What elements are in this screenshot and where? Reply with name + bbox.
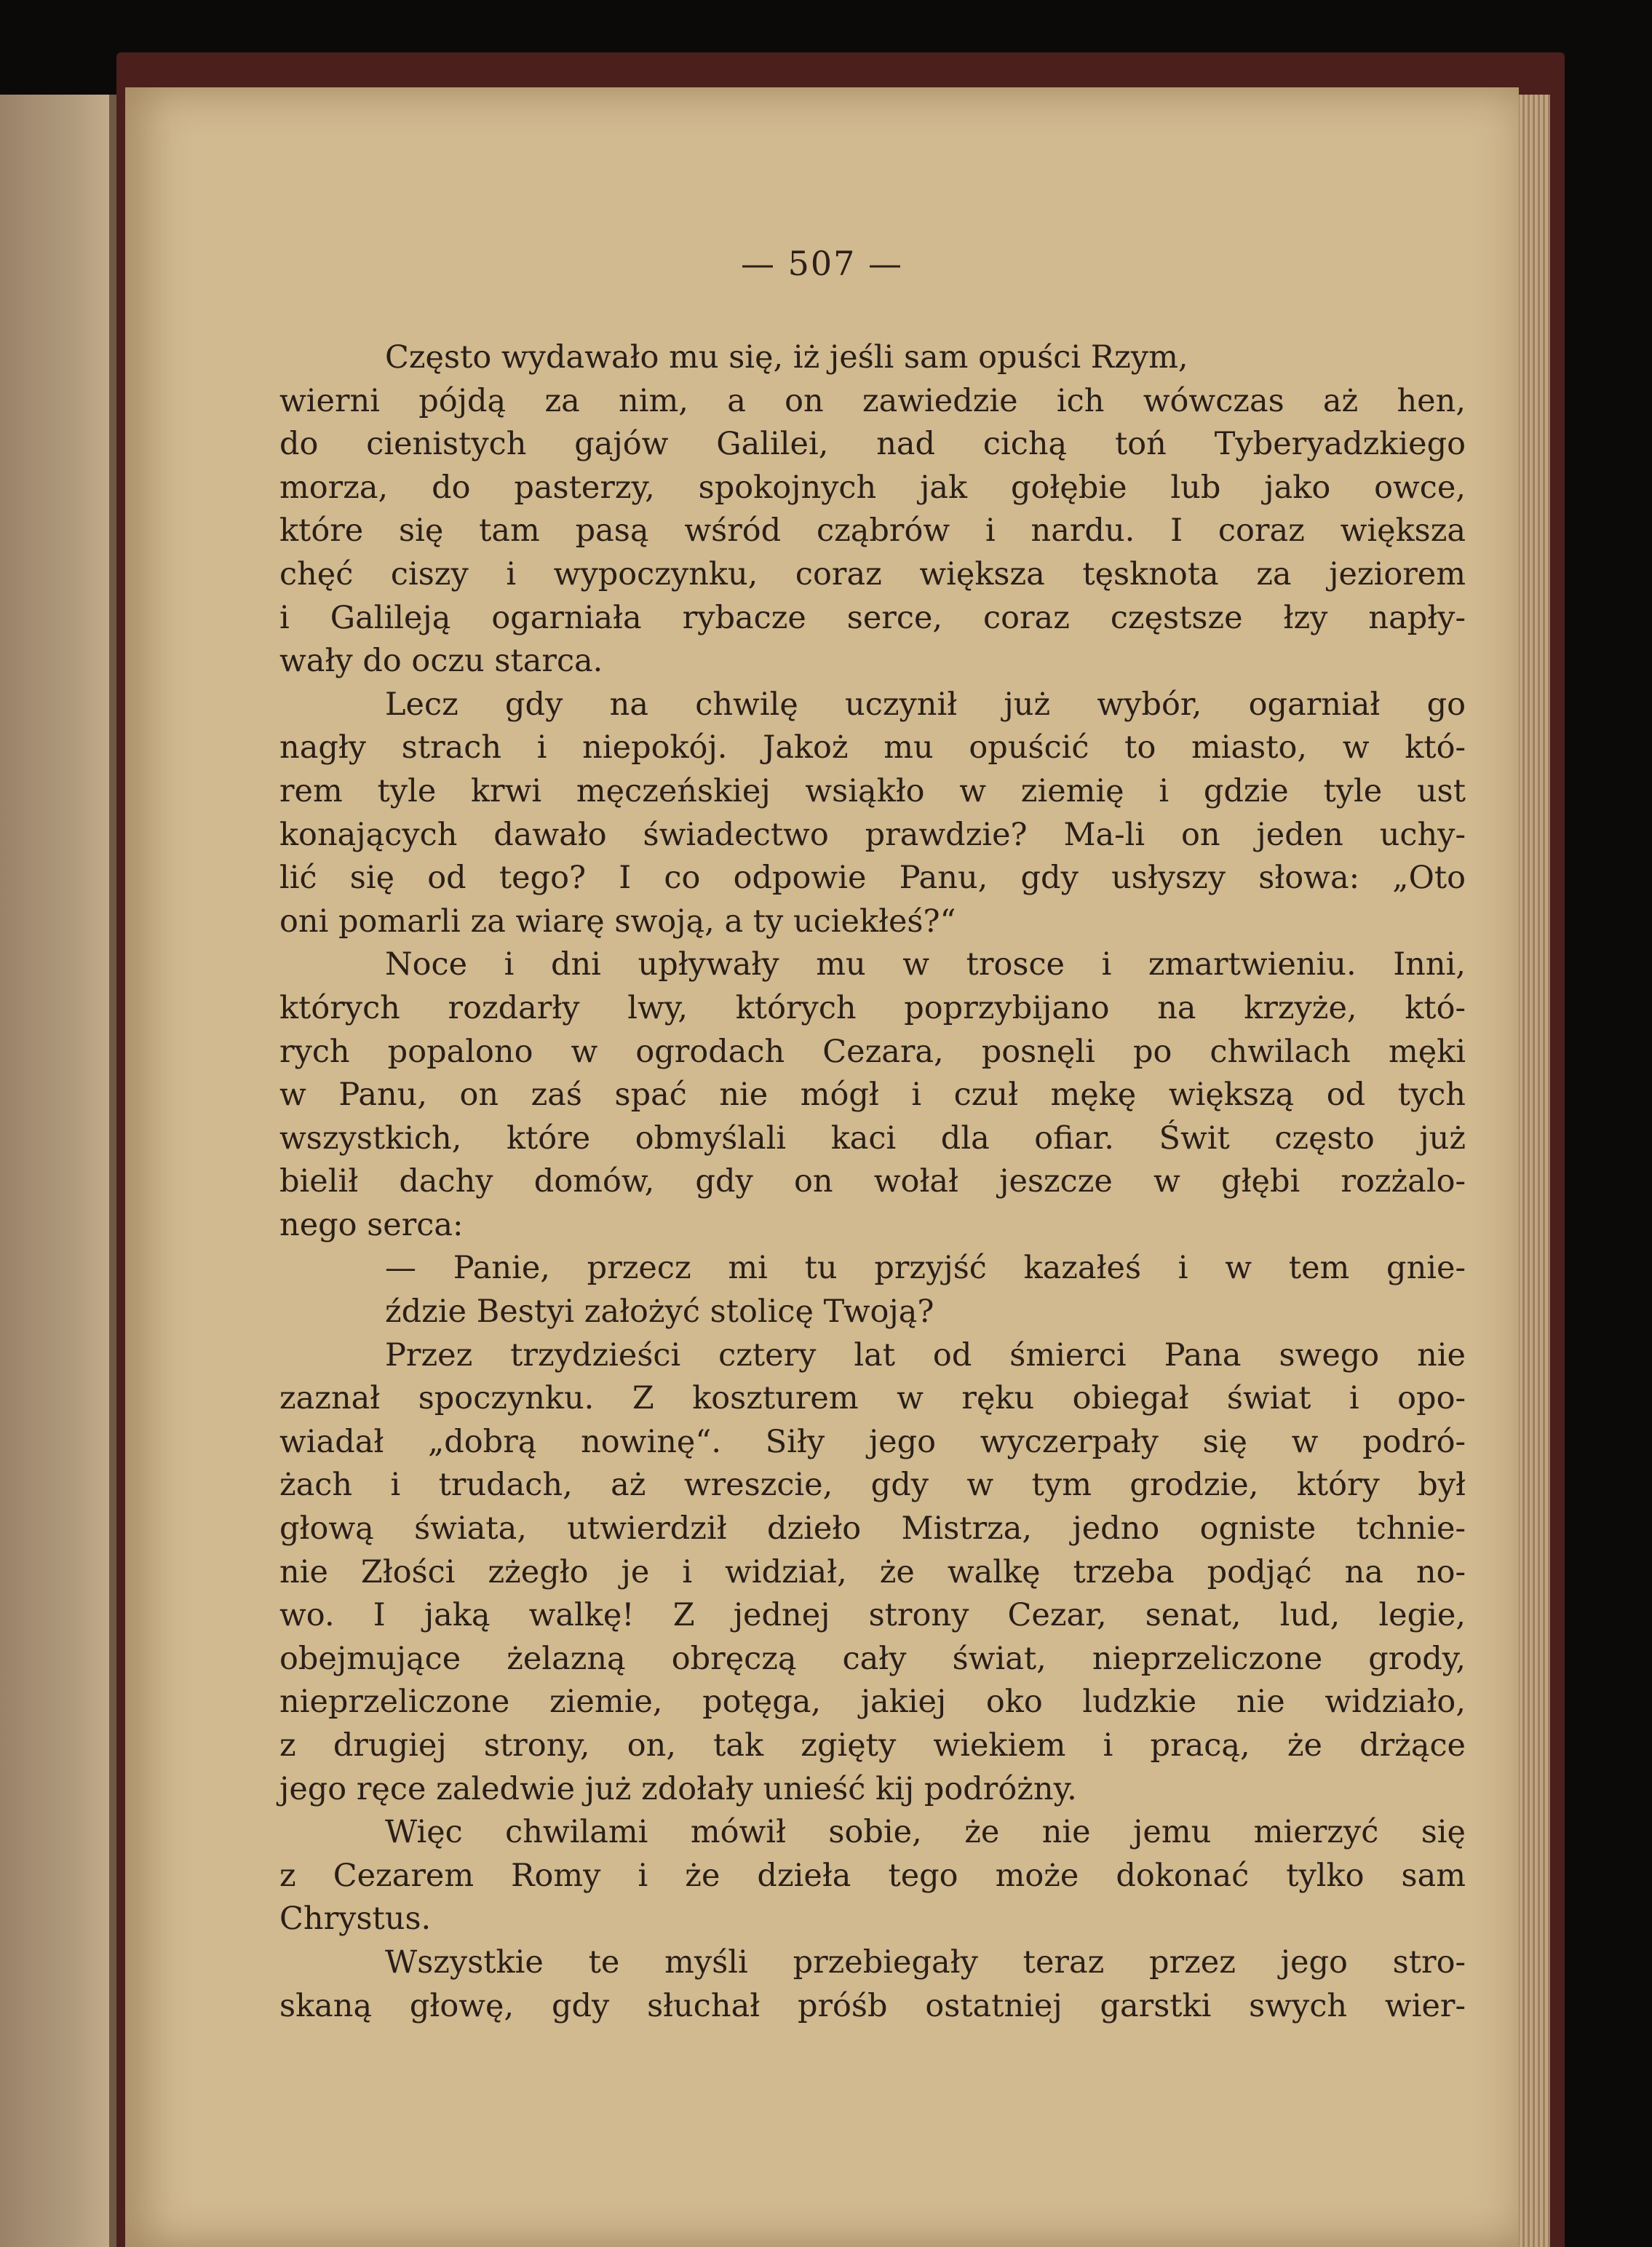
text-line: głową świata, utwierdził dzieło Mistrza, jedno ogniste tchnie- [279,1510,1466,1547]
text-line: konających dawało świadectwo prawdzie? Ma-li on jeden uchy- [279,816,1466,853]
text-line: — Panie, przecz mi tu przyjść kazałeś i w tem gnie- [385,1250,1466,1287]
text-line: morza, do pasterzy, spokojnych jak gołębie lub jako owce, [279,469,1466,506]
previous-page-edge [0,95,120,2247]
text-line: wały do oczu starca. [279,643,603,680]
text-line: jego ręce zaledwie już zdołały unieść kij podróżny. [279,1770,1077,1807]
text-line: obejmujące żelazną obręczą cały świat, nieprzeliczone grody, [279,1640,1466,1677]
text-line: Noce i dni upływały mu w trosce i zmartwieniu. Inni, [385,946,1466,983]
text-line: oni pomarli za wiarę swoją, a ty uciekłeś?“ [279,903,956,940]
text-line: ździe Bestyi założyć stolicę Twoją? [385,1293,934,1331]
text-line: rem tyle krwi męczeńskiej wsiąkło w ziemię i gdzie tyle ust [279,772,1466,809]
text-line: wierni pójdą za nim, a on zawiedzie ich wówczas aż hen, [279,382,1466,419]
text-line: i Galileją ogarniała rybacze serce, coraz częstsze łzy napły- [279,599,1466,636]
text-line: wo. I jaką walkę! Z jednej strony Cezar, senat, lud, legie, [279,1597,1466,1634]
text-line: Więc chwilami mówił sobie, że nie jemu mierzyć się [385,1814,1466,1851]
page-number: — 507 — [740,244,904,283]
text-line: Lecz gdy na chwilę uczynił już wybór, ogarniał go [385,686,1466,723]
text-line: Wszystkie te myśli przebiegały teraz przez jego stro- [385,1943,1466,1981]
text-line: żach i trudach, aż wreszcie, gdy w tym grodzie, który był [279,1467,1466,1504]
text-line: w Panu, on zaś spać nie mógł i czuł mękę większą od tych [279,1077,1466,1114]
book-page [125,87,1519,2247]
text-line: których rozdarły lwy, których poprzybijano na krzyże, któ- [279,989,1466,1026]
text-line: Często wydawało mu się, iż jeśli sam opuści Rzym, [385,339,1188,376]
body-text [279,336,1466,2028]
text-line: z drugiej strony, on, tak zgięty wiekiem i pracą, że drżące [279,1727,1466,1764]
text-line: rych popalono w ogrodach Cezara, posnęli po chwilach męki [279,1033,1466,1070]
text-line: nie Złości zżegło je i widział, że walkę trzeba podjąć na no- [279,1553,1466,1590]
text-line: do cienistych gajów Galilei, nad cichą toń Tyberyadzkiego [279,426,1466,463]
text-line: wszystkich, które obmyślali kaci dla ofiar. Świt często już [279,1119,1466,1157]
text-line: wiadał „dobrą nowinę“. Siły jego wyczerpały się w podró- [279,1423,1466,1460]
text-line: nagły strach i niepokój. Jakoż mu opuścić to miasto, w któ- [279,729,1466,766]
text-line: Chrystus. [279,1901,432,1938]
text-line: lić się od tego? I co odpowie Panu, gdy usłyszy słowa: „Oto [279,860,1466,897]
text-line: nego serca: [279,1206,464,1243]
text-line: bielił dachy domów, gdy on wołał jeszcze w głębi rozżalo- [279,1163,1466,1200]
text-line: Przez trzydzieści cztery lat od śmierci Pana swego nie [385,1336,1466,1374]
text-line: skaną głowę, gdy słuchał próśb ostatniej garstki swych wier- [279,1987,1466,2024]
text-line: z Cezarem Romy i że dzieła tego może dokonać tylko sam [279,1857,1466,1894]
text-line: zaznał spoczynku. Z koszturem w ręku obiegał świat i opo- [279,1380,1466,1417]
text-line: które się tam pasą wśród cząbrów i nardu. I coraz większa [279,512,1466,550]
text-line: nieprzeliczone ziemie, potęga, jakiej oko ludzkie nie widziało, [279,1684,1466,1721]
text-line: chęć ciszy i wypoczynku, coraz większa tęsknota za jeziorem [279,555,1466,593]
